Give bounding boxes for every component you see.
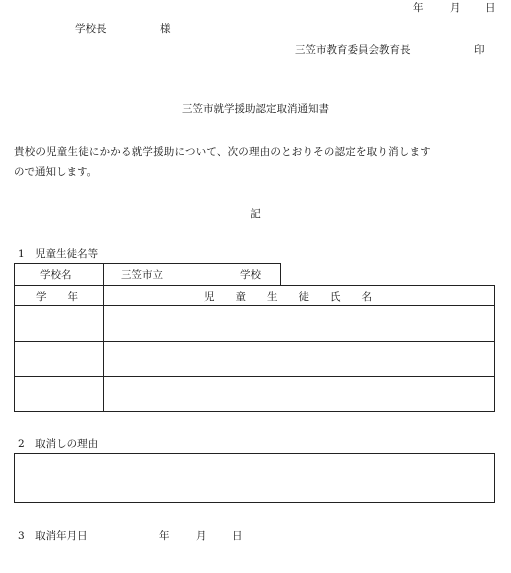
- reason-box[interactable]: [14, 453, 495, 503]
- school-name-label: 学校名: [40, 269, 72, 281]
- addressee-honorific: 様: [160, 23, 171, 35]
- ki-mark: 記: [250, 208, 261, 220]
- cancel-year-label: 年: [159, 530, 170, 542]
- grade-cell[interactable]: [15, 377, 102, 411]
- grade-cell[interactable]: [15, 306, 102, 340]
- body-line-1: 貴校の児童生徒にかかる就学援助について、次の理由のとおりその認定を取り消します: [14, 146, 431, 158]
- student-name-cell[interactable]: [104, 342, 494, 375]
- body-line-2: ので通知します。: [14, 166, 98, 178]
- school-suffix: 学校: [240, 269, 261, 281]
- cancel-month-label: 月: [196, 530, 207, 542]
- section2-heading: 2 取消しの理由: [18, 438, 99, 450]
- student-name-cell[interactable]: [104, 306, 494, 340]
- school-prefix: 三笠市立: [121, 269, 163, 281]
- section1-heading: 1 児童生徒名等: [18, 248, 99, 260]
- addressee-school: 学校長: [75, 23, 107, 35]
- grade-cell[interactable]: [15, 342, 102, 375]
- student-name-cell[interactable]: [104, 377, 494, 411]
- sender-name: 三笠市教育委員会教育長: [295, 44, 411, 56]
- date-year-label: 年: [413, 2, 424, 14]
- document-title: 三笠市就学援助認定取消通知書: [182, 103, 329, 115]
- section3-heading: 3 取消年月日: [18, 530, 88, 542]
- cancel-day-label: 日: [232, 530, 243, 542]
- grade-column-header: 学 年: [36, 291, 78, 303]
- seal-mark: 印: [474, 44, 485, 56]
- student-name-column-header: 児 童 生 徒 氏 名: [204, 291, 372, 303]
- date-day-label: 日: [485, 2, 496, 14]
- date-month-label: 月: [450, 2, 461, 14]
